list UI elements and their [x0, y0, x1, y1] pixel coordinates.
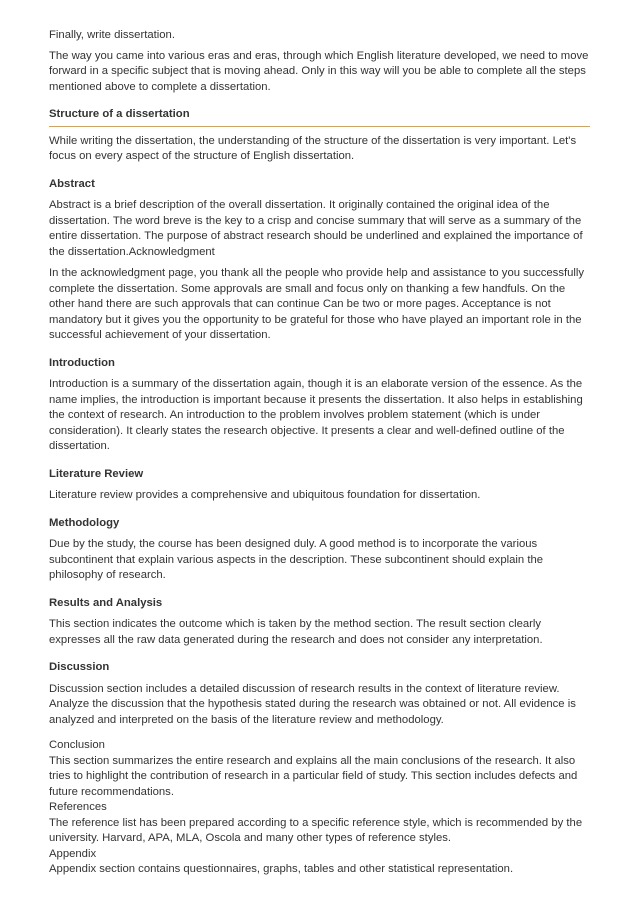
literature-heading: Literature Review	[49, 467, 144, 480]
intro-paragraph: The way you came into various eras and eras, through which English literature developed, we need to move forward in a specific subject that is moving ahead. Only in this way will you be able to complete all the steps mentioned above to complete a dissertation.	[49, 49, 589, 93]
closing-sections	[49, 738, 590, 878]
references-label: References	[49, 801, 107, 813]
methodology-paragraph: Due by the study, the course has been designed duly. A good method is to incorporate the various subcontinent that explain various aspects in the description. These subcontinent should explain the philosophy of research.	[49, 538, 544, 581]
structure-heading: Structure of a dissertation	[49, 107, 590, 127]
discussion-heading: Discussion	[49, 661, 110, 673]
results-heading: Results and Analysis	[49, 596, 163, 609]
conclusion-label: Conclusion	[49, 739, 105, 751]
introduction-paragraph: Introduction is a summary of the dissertation again, though it is an elaborate version of the essence. As the name implies, the introduction is important because it presents the dissertation. It also helps in establishing the context of research. An introduction to the problem involves problem statement (which is under consideration). It clearly states the research objective. It presents a clear and well-defined outline of the dissertation.	[49, 378, 583, 452]
structure-paragraph: While writing the dissertation, the understanding of the structure of the dissertation is very important. Let's focus on every aspect of the structure of English dissertation.	[49, 134, 577, 162]
acknowledgment-paragraph: In the acknowledgment page, you thank all the people who provide help and assistance to you successfully complete the dissertation. Some approvals are small and focus only on thanking a few handfuls. On the other hand there are such approvals that can continue Can be two or more pages. Acceptance is not mandatory but it gives you the opportunity to be grateful for those who have played an important role in the successful achievement of your dissertation.	[49, 267, 585, 341]
results-paragraph: This section indicates the outcome which is taken by the method section. The result section clearly expresses all the raw data generated during the research and does not consider any interpretation.	[49, 618, 543, 646]
intro-line: Finally, write dissertation.	[49, 29, 175, 41]
references-text: The reference list has been prepared according to a specific reference style, which is recommended by the university. Harvard, APA, MLA, Oscola and many other types of reference styles.	[49, 816, 583, 844]
conclusion-text: This section summarizes the entire research and explains all the main conclusions of the research. It also tries to highlight the contribution of research in a particular field of study. This section includes defects and future recommendations.	[49, 754, 578, 798]
literature-paragraph: Literature review provides a comprehensive and ubiquitous foundation for dissertation.	[49, 489, 481, 501]
abstract-paragraph: Abstract is a brief description of the overall dissertation. It originally contained the original idea of the dissertation. The word breve is the key to a crisp and concise summary that will serve as a summary of the entire dissertation. The purpose of abstract research should be underlined and explained the importance of the dissertation.Acknowledgment	[49, 199, 583, 258]
discussion-paragraph: Discussion section includes a detailed discussion of research results in the context of literature review. Analyze the discussion that the hypothesis stated during the research was obtained or not. All evidence is analyzed and interpreted on the basis of the literature review and methodology.	[49, 682, 576, 726]
appendix-label: Appendix	[49, 847, 97, 860]
methodology-heading: Methodology	[49, 516, 120, 529]
abstract-heading: Abstract	[49, 177, 95, 190]
appendix-text: Appendix section contains questionnaires, graphs, tables and other statistical representation.	[49, 863, 514, 875]
introduction-heading: Introduction	[49, 356, 115, 369]
